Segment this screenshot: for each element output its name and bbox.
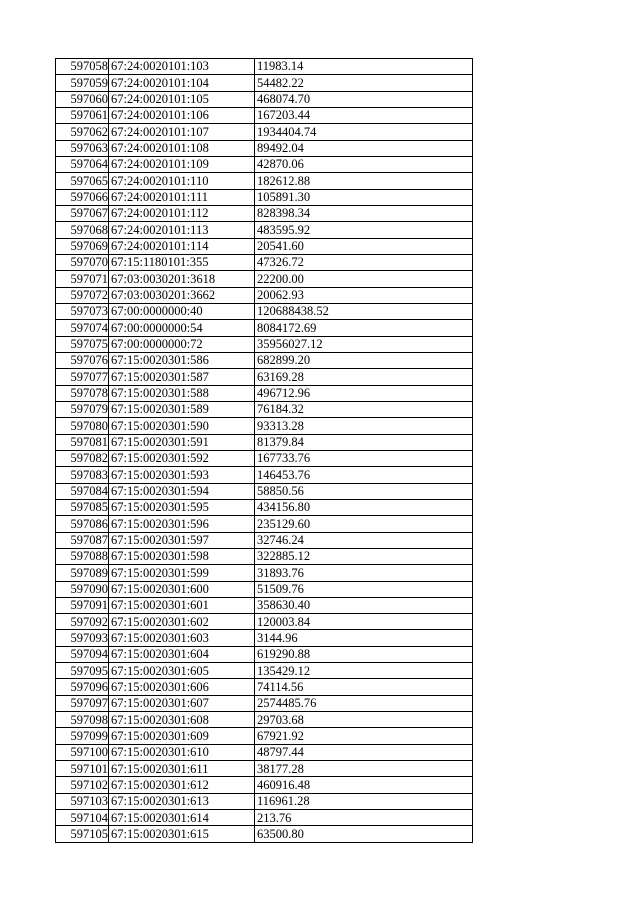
table-row [56,336,473,352]
row-number-cell: 597096 [56,679,109,695]
table-row [56,401,473,417]
table-row [56,107,473,123]
cadastral-number-cell: 67:15:0020301:609 [109,728,255,744]
table-row [56,434,473,450]
table-row [56,467,473,483]
row-number-cell: 597098 [56,712,109,728]
cadastral-number-cell: 67:00:0000000:54 [109,320,255,336]
value-cell: 76184.32 [255,401,473,417]
cadastral-number-cell: 67:00:0000000:40 [109,303,255,319]
cadastral-number-cell: 67:15:0020301:606 [109,679,255,695]
cadastral-number-cell: 67:15:0020301:613 [109,793,255,809]
row-number-cell: 597099 [56,728,109,744]
row-number-cell: 597101 [56,761,109,777]
value-cell: 29703.68 [255,712,473,728]
value-cell: 63169.28 [255,369,473,385]
table-row [56,663,473,679]
cadastral-value-table [55,58,473,843]
cadastral-number-cell: 67:15:0020301:591 [109,434,255,450]
value-cell: 460916.48 [255,777,473,793]
row-number-cell: 597094 [56,646,109,662]
row-number-cell: 597060 [56,91,109,107]
cadastral-number-cell: 67:24:0020101:107 [109,124,255,140]
cadastral-number-cell: 67:15:0020301:586 [109,352,255,368]
row-number-cell: 597066 [56,189,109,205]
value-cell: 42870.06 [255,156,473,172]
value-cell: 468074.70 [255,91,473,107]
value-cell: 105891.30 [255,189,473,205]
table-row [56,303,473,319]
table-row [56,777,473,793]
table-row [56,810,473,826]
cadastral-number-cell: 67:15:0020301:610 [109,744,255,760]
row-number-cell: 597063 [56,140,109,156]
cadastral-number-cell: 67:15:0020301:599 [109,565,255,581]
value-cell: 120003.84 [255,614,473,630]
row-number-cell: 597070 [56,254,109,270]
table-row [56,156,473,172]
cadastral-number-cell: 67:24:0020101:113 [109,222,255,238]
cadastral-number-cell: 67:15:0020301:589 [109,401,255,417]
row-number-cell: 597103 [56,793,109,809]
table-row [56,450,473,466]
table-row [56,352,473,368]
table-row [56,205,473,221]
value-cell: 11983.14 [255,59,473,75]
table-row [56,75,473,91]
value-cell: 67921.92 [255,728,473,744]
value-cell: 1934404.74 [255,124,473,140]
row-number-cell: 597065 [56,173,109,189]
cadastral-number-cell: 67:15:0020301:604 [109,646,255,662]
cadastral-number-cell: 67:24:0020101:110 [109,173,255,189]
cadastral-number-cell: 67:03:0030201:3618 [109,271,255,287]
row-number-cell: 597064 [56,156,109,172]
table-row [56,189,473,205]
row-number-cell: 597061 [56,107,109,123]
value-cell: 81379.84 [255,434,473,450]
row-number-cell: 597090 [56,581,109,597]
cadastral-number-cell: 67:15:0020301:595 [109,499,255,515]
value-cell: 235129.60 [255,516,473,532]
table-row [56,287,473,303]
row-number-cell: 597081 [56,434,109,450]
row-number-cell: 597073 [56,303,109,319]
value-cell: 8084172.69 [255,320,473,336]
row-number-cell: 597058 [56,59,109,75]
table-row [56,516,473,532]
value-cell: 38177.28 [255,761,473,777]
cadastral-number-cell: 67:24:0020101:111 [109,189,255,205]
row-number-cell: 597075 [56,336,109,352]
value-cell: 48797.44 [255,744,473,760]
value-cell: 135429.12 [255,663,473,679]
cadastral-number-cell: 67:15:0020301:593 [109,467,255,483]
table-row [56,712,473,728]
value-cell: 116961.28 [255,793,473,809]
cadastral-number-cell: 67:00:0000000:72 [109,336,255,352]
value-cell: 2574485.76 [255,695,473,711]
table-row [56,499,473,515]
table-row [56,238,473,254]
cadastral-number-cell: 67:24:0020101:108 [109,140,255,156]
value-cell: 182612.88 [255,173,473,189]
cadastral-number-cell: 67:03:0030201:3662 [109,287,255,303]
cadastral-number-cell: 67:15:0020301:594 [109,483,255,499]
cadastral-number-cell: 67:15:0020301:597 [109,532,255,548]
value-cell: 63500.80 [255,826,473,842]
cadastral-number-cell: 67:15:0020301:588 [109,385,255,401]
table-row [56,679,473,695]
table-row [56,614,473,630]
value-cell: 120688438.52 [255,303,473,319]
table-row [56,597,473,613]
value-cell: 322885.12 [255,548,473,564]
table-row [56,695,473,711]
table-row [56,565,473,581]
cadastral-number-cell: 67:24:0020101:109 [109,156,255,172]
cadastral-number-cell: 67:15:0020301:611 [109,761,255,777]
row-number-cell: 597082 [56,450,109,466]
cadastral-number-cell: 67:15:0020301:590 [109,418,255,434]
value-cell: 35956027.12 [255,336,473,352]
row-number-cell: 597083 [56,467,109,483]
cadastral-number-cell: 67:15:0020301:608 [109,712,255,728]
value-cell: 146453.76 [255,467,473,483]
cadastral-number-cell: 67:24:0020101:103 [109,59,255,75]
row-number-cell: 597067 [56,205,109,221]
cadastral-number-cell: 67:24:0020101:105 [109,91,255,107]
table-row [56,91,473,107]
table-row [56,173,473,189]
row-number-cell: 597088 [56,548,109,564]
cadastral-number-cell: 67:15:0020301:598 [109,548,255,564]
table-row [56,369,473,385]
row-number-cell: 597078 [56,385,109,401]
value-cell: 51509.76 [255,581,473,597]
cadastral-number-cell: 67:24:0020101:106 [109,107,255,123]
value-cell: 22200.00 [255,271,473,287]
table-row [56,630,473,646]
value-cell: 483595.92 [255,222,473,238]
value-cell: 358630.40 [255,597,473,613]
row-number-cell: 597068 [56,222,109,238]
row-number-cell: 597105 [56,826,109,842]
cadastral-number-cell: 67:24:0020101:112 [109,205,255,221]
row-number-cell: 597079 [56,401,109,417]
row-number-cell: 597084 [56,483,109,499]
cadastral-number-cell: 67:15:0020301:614 [109,810,255,826]
table-row [56,483,473,499]
table-row [56,532,473,548]
row-number-cell: 597089 [56,565,109,581]
row-number-cell: 597091 [56,597,109,613]
table-row [56,271,473,287]
value-cell: 213.76 [255,810,473,826]
row-number-cell: 597086 [56,516,109,532]
value-cell: 20062.93 [255,287,473,303]
table-row [56,744,473,760]
row-number-cell: 597102 [56,777,109,793]
table-row [56,254,473,270]
table-row [56,320,473,336]
row-number-cell: 597087 [56,532,109,548]
value-cell: 3144.96 [255,630,473,646]
cadastral-number-cell: 67:15:0020301:592 [109,450,255,466]
cadastral-number-cell: 67:15:0020301:596 [109,516,255,532]
table-row [56,222,473,238]
row-number-cell: 597085 [56,499,109,515]
value-cell: 682899.20 [255,352,473,368]
value-cell: 31893.76 [255,565,473,581]
value-cell: 828398.34 [255,205,473,221]
cadastral-number-cell: 67:15:0020301:601 [109,597,255,613]
cadastral-number-cell: 67:15:0020301:602 [109,614,255,630]
table-body [56,59,473,843]
row-number-cell: 597097 [56,695,109,711]
value-cell: 54482.22 [255,75,473,91]
row-number-cell: 597077 [56,369,109,385]
cadastral-number-cell: 67:15:0020301:612 [109,777,255,793]
row-number-cell: 597072 [56,287,109,303]
table-row [56,418,473,434]
value-cell: 58850.56 [255,483,473,499]
value-cell: 74114.56 [255,679,473,695]
cadastral-number-cell: 67:24:0020101:114 [109,238,255,254]
value-cell: 47326.72 [255,254,473,270]
table-row [56,581,473,597]
row-number-cell: 597095 [56,663,109,679]
row-number-cell: 597104 [56,810,109,826]
cadastral-number-cell: 67:15:0020301:605 [109,663,255,679]
value-cell: 93313.28 [255,418,473,434]
row-number-cell: 597100 [56,744,109,760]
cadastral-number-cell: 67:15:0020301:600 [109,581,255,597]
value-cell: 20541.60 [255,238,473,254]
row-number-cell: 597059 [56,75,109,91]
cadastral-number-cell: 67:24:0020101:104 [109,75,255,91]
table-row [56,761,473,777]
table-row [56,728,473,744]
row-number-cell: 597076 [56,352,109,368]
value-cell: 89492.04 [255,140,473,156]
table-row [56,140,473,156]
row-number-cell: 597092 [56,614,109,630]
cadastral-number-cell: 67:15:0020301:607 [109,695,255,711]
table-row [56,124,473,140]
row-number-cell: 597093 [56,630,109,646]
value-cell: 496712.96 [255,385,473,401]
row-number-cell: 597062 [56,124,109,140]
row-number-cell: 597074 [56,320,109,336]
value-cell: 32746.24 [255,532,473,548]
row-number-cell: 597071 [56,271,109,287]
value-cell: 167733.76 [255,450,473,466]
value-cell: 167203.44 [255,107,473,123]
row-number-cell: 597080 [56,418,109,434]
value-cell: 619290.88 [255,646,473,662]
table-row [56,548,473,564]
value-cell: 434156.80 [255,499,473,515]
cadastral-number-cell: 67:15:0020301:603 [109,630,255,646]
cadastral-number-cell: 67:15:1180101:355 [109,254,255,270]
table-row [56,646,473,662]
table-row [56,385,473,401]
table-row [56,793,473,809]
cadastral-number-cell: 67:15:0020301:587 [109,369,255,385]
row-number-cell: 597069 [56,238,109,254]
table-row [56,59,473,75]
table-row [56,826,473,842]
cadastral-number-cell: 67:15:0020301:615 [109,826,255,842]
